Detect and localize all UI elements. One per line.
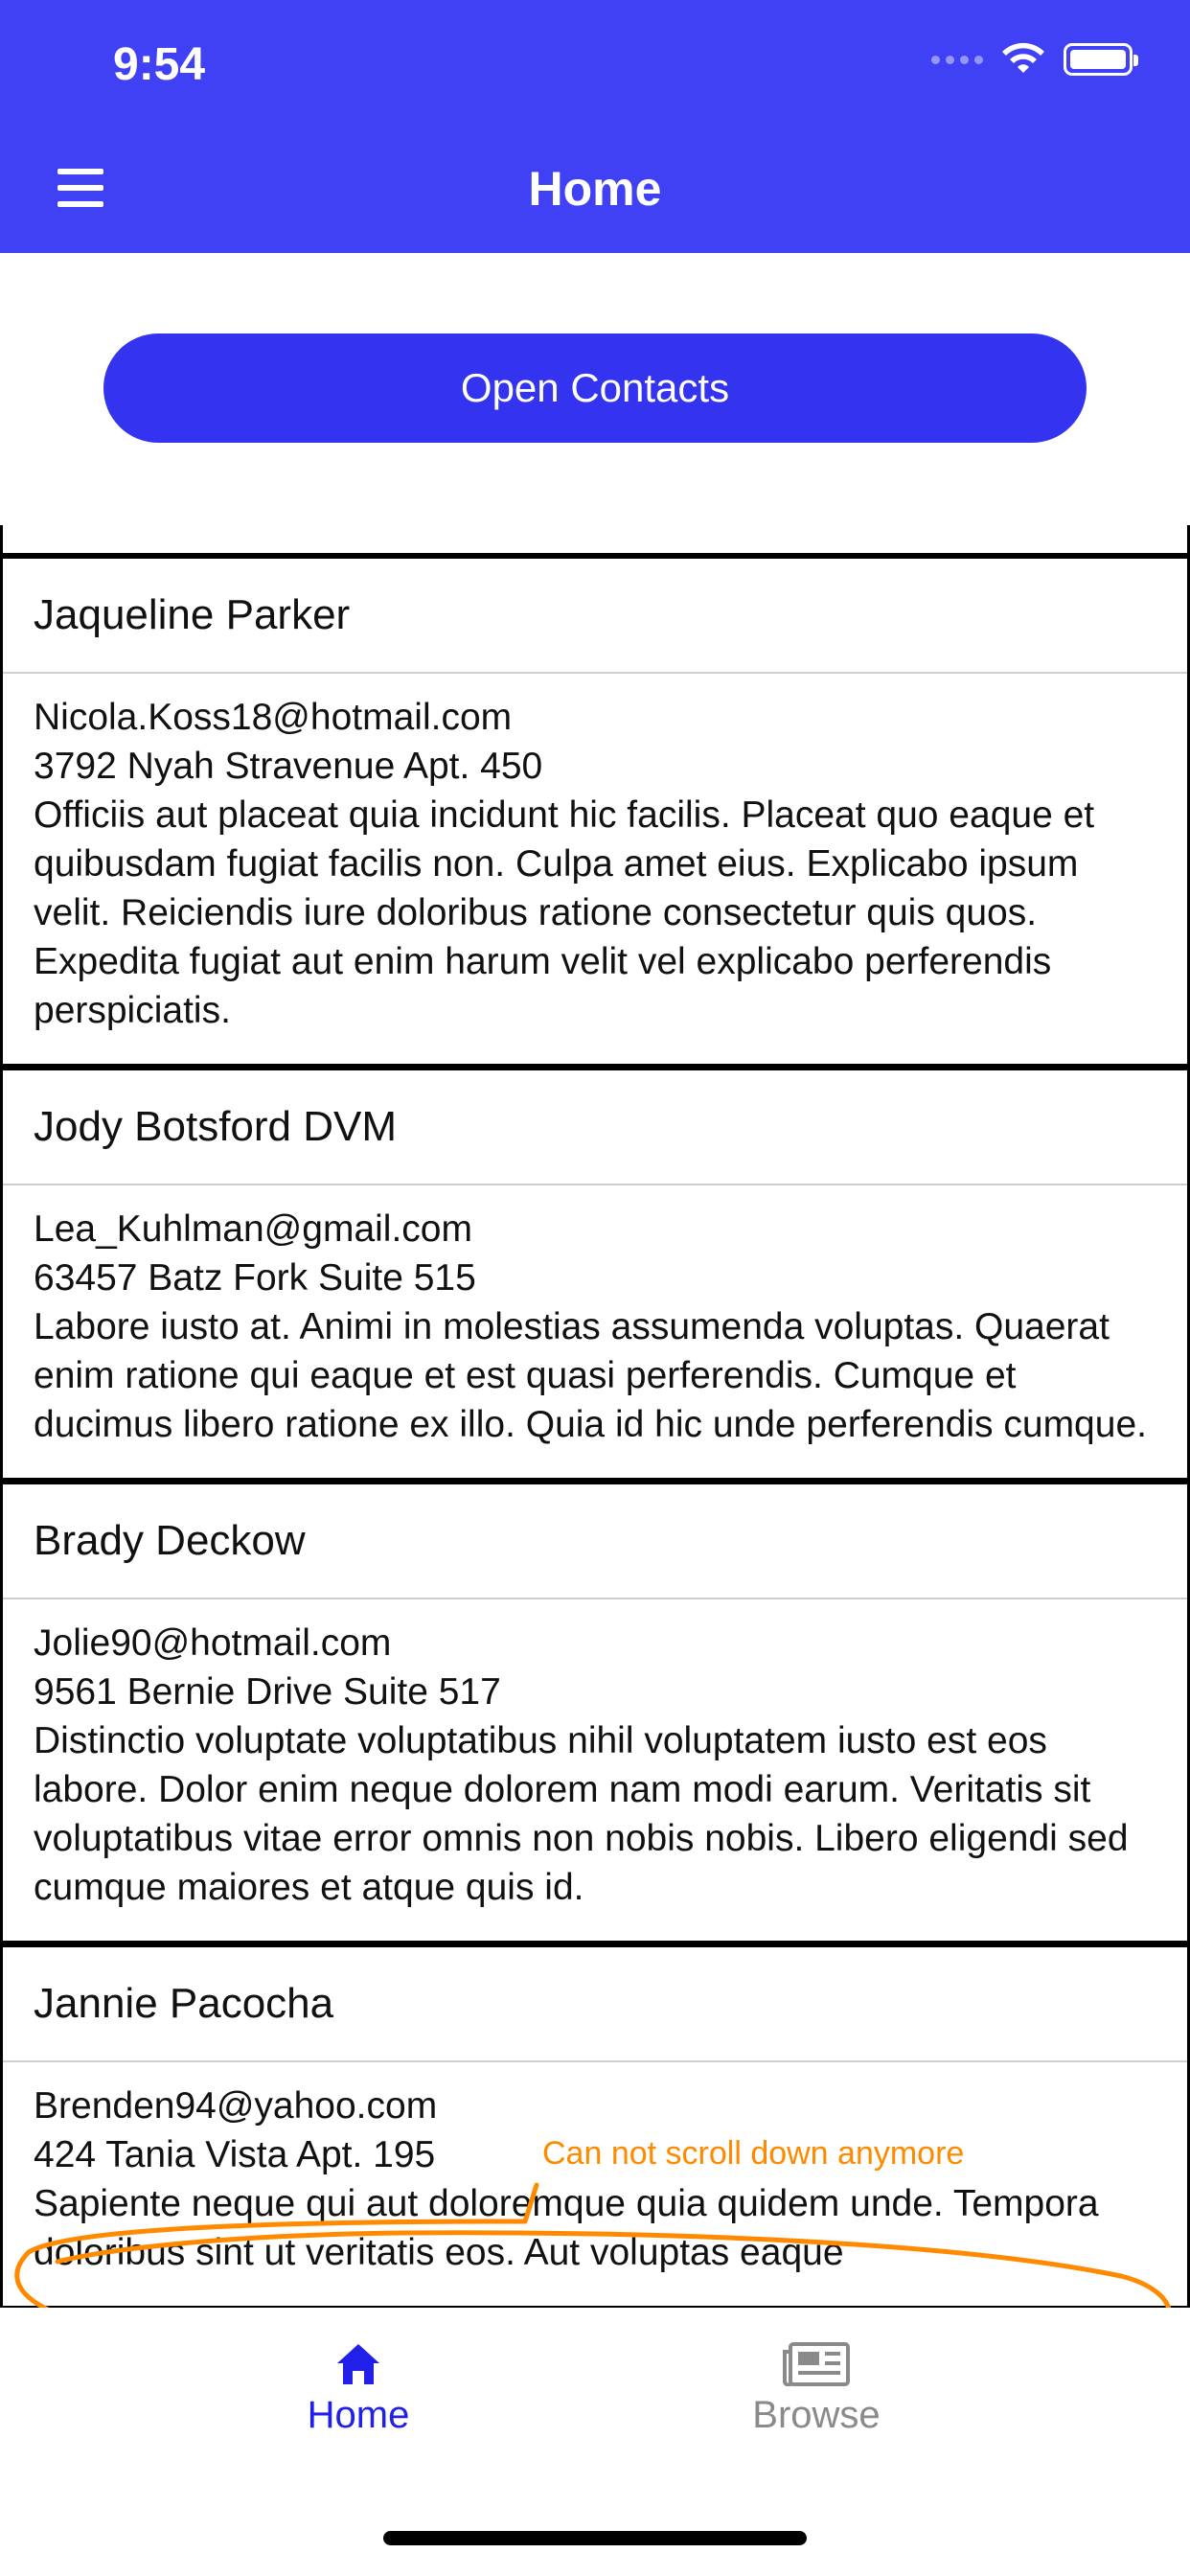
page-title: Home (528, 162, 662, 216)
contact-email: Brenden94@yahoo.com (34, 2085, 438, 2127)
tab-label: Browse (752, 2394, 881, 2436)
contact-bio: Sapiente neque qui aut doloremque quia quidem unde. Tempora doloribus sint ut veritatis eos. Aut voluptas eaque (34, 2183, 1099, 2273)
annotation-text: Can not scroll down anymore (542, 2135, 965, 2172)
status-time: 9:54 (113, 39, 206, 90)
contact-email: Nicola.Koss18@hotmail.com (34, 697, 513, 738)
contact-name: Jannie Pacocha (3, 1947, 1187, 2062)
contact-bio: Officiis aut placeat quia incidunt hic facilis. Placeat quo eaque et quibusdam fugiat facilis non. Culpa amet eius. Explicabo ipsum velit. Reiciendis iure doloribus ratione consectetur quis quos. Expedita fugiat aut enim harum velit vel explicabo perferendis perspiciatis. (34, 794, 1095, 1031)
tab-home[interactable] (215, 2342, 502, 2437)
contact-card[interactable] (0, 1484, 1190, 1944)
tab-label: Home (307, 2394, 410, 2436)
status-indicators (931, 42, 1133, 77)
contact-details (3, 1185, 1187, 1478)
contact-list (0, 525, 1190, 2308)
contact-name: Jaqueline Parker (3, 559, 1187, 674)
home-icon (335, 2342, 381, 2386)
contact-card[interactable] (0, 1070, 1190, 1481)
contact-address: 3792 Nyah Stravenue Apt. 450 (34, 746, 543, 787)
app-header (0, 0, 1190, 253)
contact-details (3, 1599, 1187, 1941)
contact-name: Jody Botsford DVM (3, 1070, 1187, 1185)
home-indicator (383, 2531, 807, 2545)
tab-browse[interactable] (673, 2342, 960, 2437)
contact-details (3, 674, 1187, 1064)
contact-list-scroll[interactable] (0, 487, 1190, 2308)
contact-email: Lea_Kuhlman@gmail.com (34, 1208, 472, 1250)
contact-card-partial (0, 525, 1190, 556)
battery-icon (1064, 43, 1133, 76)
contact-address: 9561 Bernie Drive Suite 517 (34, 1671, 501, 1713)
newspaper-icon (783, 2342, 850, 2386)
contact-bio: Distinctio voluptate voluptatibus nihil voluptatem iusto est eos labore. Dolor enim neque dolorem nam modi earum. Veritatis sit voluptatibus vitae error omnis non nobis nobis. Libero eligendi sed cumque maiores et atque quis id. (34, 1720, 1129, 1908)
contact-bio: Labore iusto at. Animi in molestias assumenda voluptas. Quaerat enim ratione qui eaque et est quasi perferendis. Cumque et ducimus libero ratione ex illo. Quia id hic unde perferendis cumque. (34, 1306, 1147, 1445)
open-contacts-button[interactable]: Open Contacts (103, 334, 1087, 443)
contact-card[interactable] (0, 556, 1190, 1067)
contact-email: Jolie90@hotmail.com (34, 1622, 392, 1664)
contact-address: 424 Tania Vista Apt. 195 (34, 2134, 436, 2175)
contact-name: Brady Deckow (3, 1484, 1187, 1599)
wifi-icon (1000, 42, 1046, 77)
cellular-signal-icon (931, 56, 983, 64)
contact-address: 63457 Batz Fork Suite 515 (34, 1257, 476, 1299)
